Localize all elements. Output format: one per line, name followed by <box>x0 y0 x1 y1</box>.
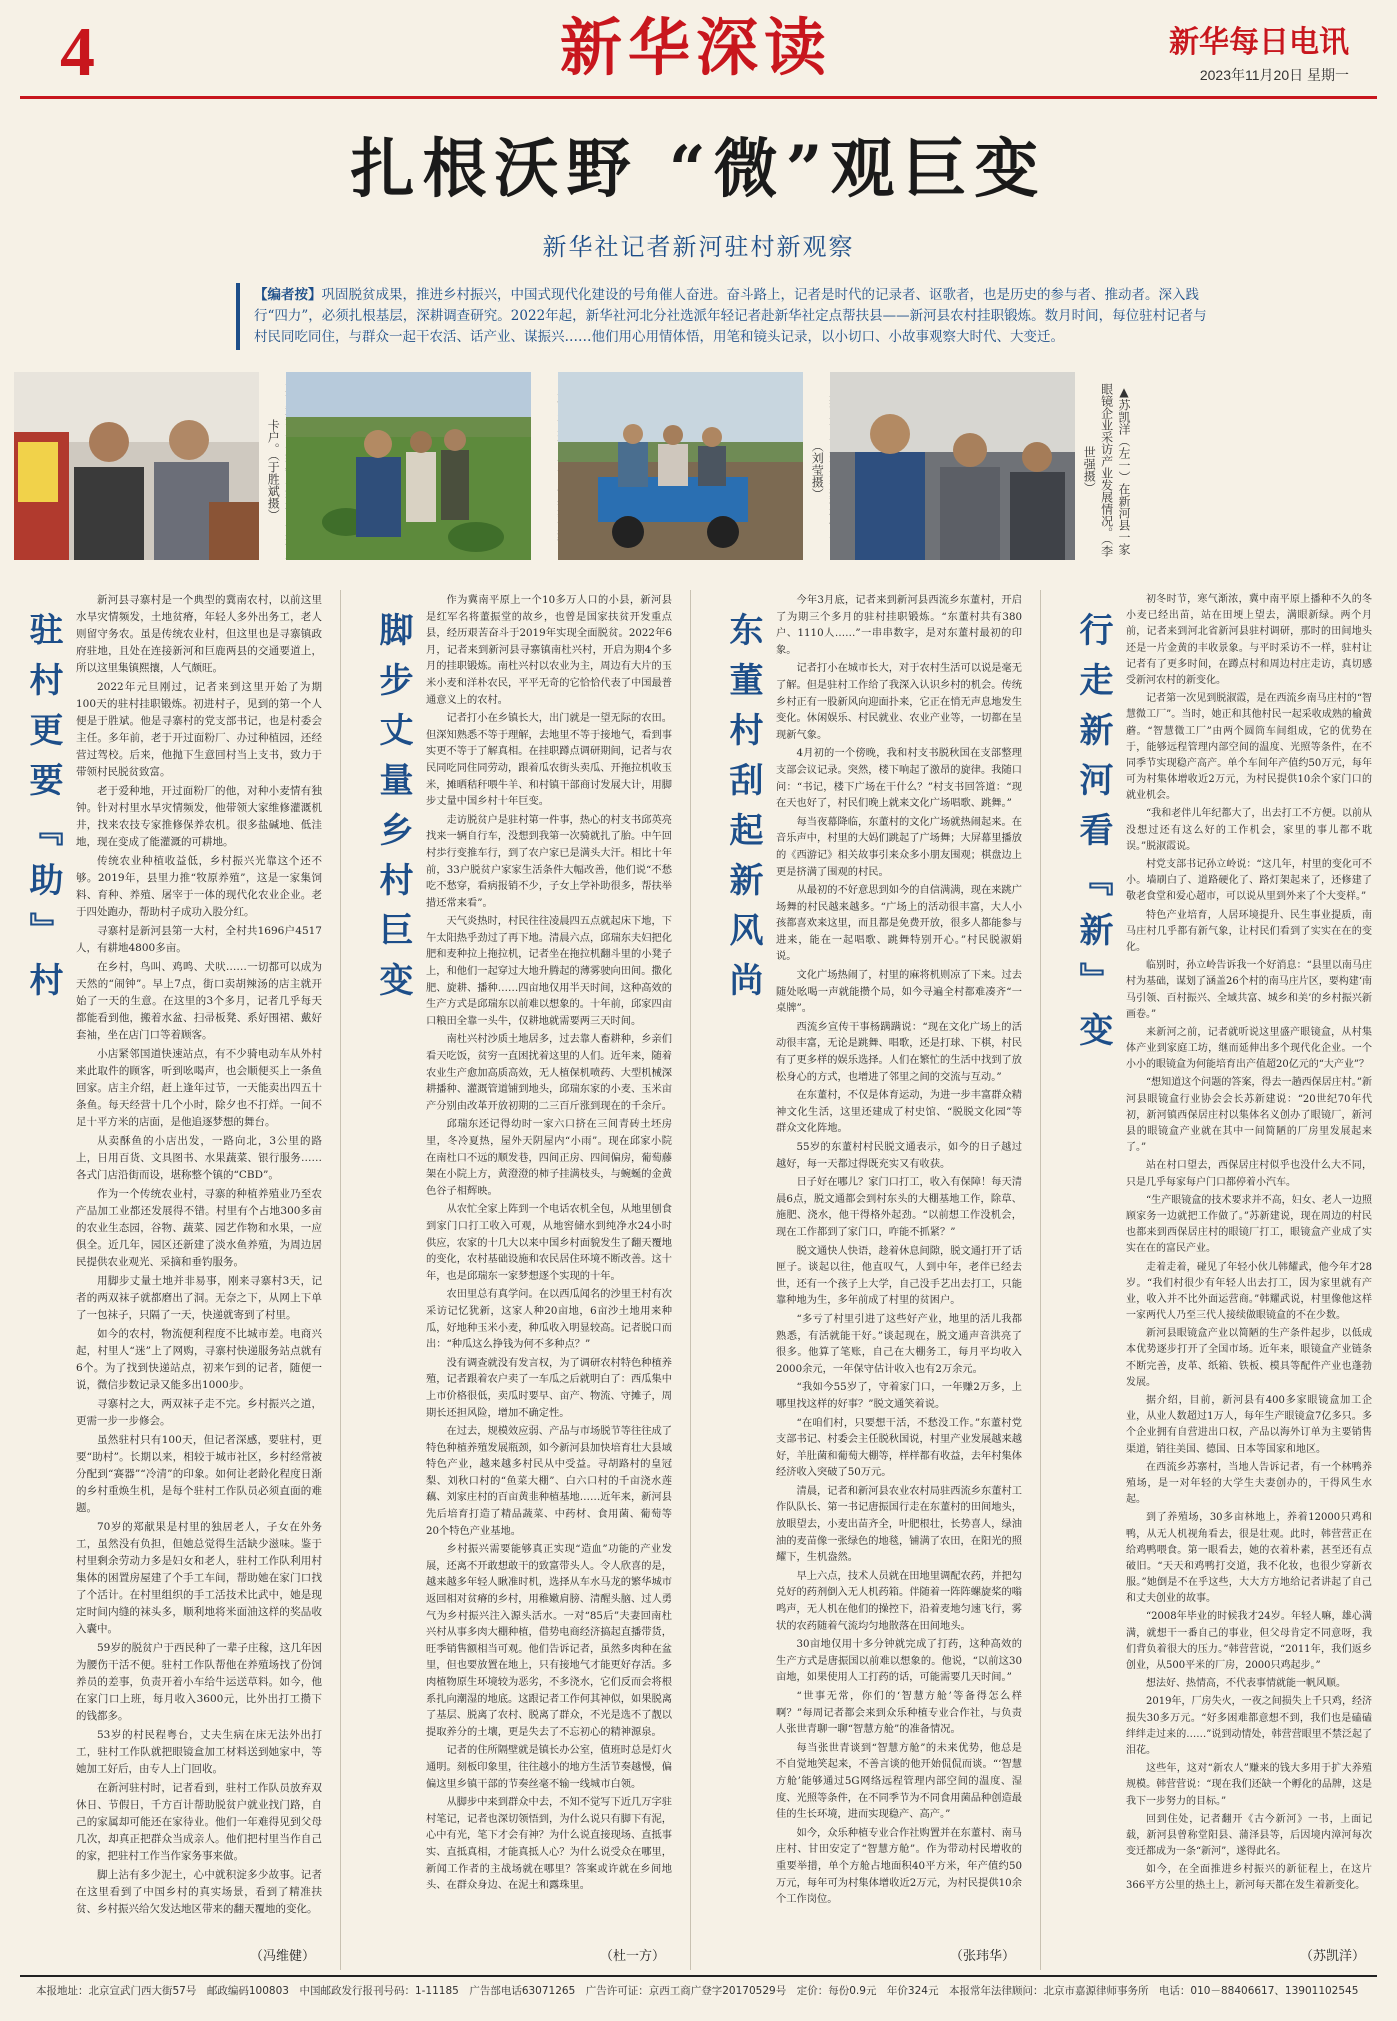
article-paragraph: 在东董村，不仅是体育运动，为进一步丰富群众精神文化生活，这里还建成了村史馆、“脱脱文化园”等群众文化阵地。 <box>776 1089 1022 1135</box>
article-paragraph: “我如今55岁了，守着家门口，一年赚2万多，上哪里找这样的好事？”脱文通笑着说。 <box>776 1381 1022 1410</box>
article-paragraph: 虽然驻村只有100天，但记者深感，要驻村，更要“助村”。长期以来，相较于城市社区，乡村经常被分配到“赛器”“冷清”的印象。如何让老龄化程度日渐的乡村重焕生机，是每个驻村工作队员必须直面的难题。 <box>76 1434 322 1514</box>
article-paragraph: 新河县寻寨村是一个典型的冀南农村，以前这里水旱灾情频发，土地贫瘠，年轻人多外出务工，老人则留守务农。虽是传统农业村，但这里也是寻寨镇政府驻地，且处在连接新河和巨鹿两县的交通要道上，所以这里集镇熙攘，人气颇旺。 <box>76 594 322 674</box>
article-paragraph: 每当张世青谈到“智慧方舱”的未来优势，他总是不自觉地笑起来，不善言谈的他开始侃侃而谈。“‘智慧方舱’能够通过5G网络远程管理内部空间的温度、湿度、光照等条件，在不同季节为不同食用菌品种创造最佳的生长环境，进而实现稳产、高产。” <box>776 1741 1022 1821</box>
article-paragraph: 传统农业种植收益低，乡村振兴光靠这个还不够。2019年，县里力推“牧原养殖”，这是一家集饲料、育种、养殖、屠宰于一体的现代化农业企业。老于四处跑办，帮助村子成功入股分红。 <box>76 855 322 918</box>
editor-note-label: 【编者按】 <box>254 287 322 303</box>
article-paragraph: 站在村口望去，西保居庄村似乎也没什么大不同，只是几乎每家每户门口都停着小汽车。 <box>1126 1160 1372 1188</box>
article-paragraph: 天气炎热时，村民往往凌晨四五点就起床下地，下午太阳热乎劲过了再下地。清晨六点，邱瑞东夫妇把化肥和麦种拉上拖拉机，记者坐在拖拉机翻斗里的小凳子上，和他们一起穿过大地升腾起的薄雾驶向田间。撒化肥、旋耕、播种……四亩地仅用半天时间，这种高效的生产方式是邱瑞东以前难以想象的。十年前，邱家四亩口粮田全靠一头牛，仅耕地就需要两三天时间。 <box>426 915 672 1027</box>
article-paragraph: 作为一个传统农业村，寻寨的种植养殖业乃至农产品加工业都还发展得不错。村里有个占地300多亩的农业生态园，谷物、蔬菜、园艺作物和水果，一应俱全。近几年，园区还新建了淡水鱼养殖，为周边居民提供农业观光、采摘和垂钓服务。 <box>76 1188 322 1268</box>
article-paragraph: 寻寨村之大，两双袜子走不完。乡村振兴之道，更需一步一步修会。 <box>76 1398 322 1427</box>
article-paragraph: 没有调查就没有发言权，为了调研农村特色种植养殖，记者跟着农户卖了一车瓜之后就明白了：西瓜集中上市价格很低，卖瓜时要早、亩产、物流、守摊子，周期长还担风险，增加不确定性。 <box>426 1356 672 1419</box>
article-paragraph: 如今的农村，物流便利程度不比城市差。电商兴起，村里人“迷”上了网购，寻寨村快递服务站点就有6个。为了找到快递站点，初来乍到的记者，随便一说，微信步数记录又能多出1000步。 <box>76 1328 322 1391</box>
article-paragraph: “多亏了村里引进了这些好产业，地里的活儿我都熟悉，有活就能干好。”谈起现在，脱文通声音洪亮了很多。他算了笔账，自己在大棚务工，每月平均收入2000余元，一年保守估计收入也有2万余元。 <box>776 1312 1022 1375</box>
article-3-body <box>776 592 1022 1910</box>
article-paragraph: 小店紧邻国道快速站点，有不少骑电动车从外村来此取件的顾客，听到吆喝声，也会顺便买上一条鱼回家。店主介绍，赶上逢年过节，一天能卖出四五十条鱼。每天经营十几个小时，除夕也不打烊。一间不足十平方米的店面，是他追逐梦想的舞台。 <box>76 1048 322 1128</box>
editor-note-text: 巩固脱贫成果，推进乡村振兴，中国式现代化建设的号角催人奋进。奋斗路上，记者是时代的记录者、讴歌者，也是历史的参与者、推动者。深入践行“四力”，必须扎根基层，深耕调查研究。2022年起，新华社河北分社选派年轻记者赴新华社定点帮扶县——新河县农村挂职锻炼。数月时间，每位驻村记者与村民同吃同住，与群众一起干农活、话产业、谋振兴……他们用心用情体悟，用笔和镜头记录，以小切口、小故事观察大时代、大变迁。 <box>254 287 1207 345</box>
article-paragraph: 59岁的脱贫户于西民种了一辈子庄稼，这几年因为腰伤干活不便。驻村工作队帮他在养殖场找了份饲养员的差事，负责开着小车给牛运送草料。如今，他在家门口上班，每月收入3600元，比外出打工攒下的钱都多。 <box>76 1642 322 1722</box>
article-paragraph: 清晨，记者和新河县农业农村局驻西流乡东董村工作队队长、第一书记唐振国行走在东董村的田间地头，放眼望去，小麦出苗齐全，叶肥根壮，长势喜人，绿油油的麦苗像一张绿色的地毯，铺满了农田，在阳光的照耀下，生机盎然。 <box>776 1484 1022 1564</box>
photo-4-caption: ▲苏凯洋（左一）在新河县一家眼镜企业采访产业发展情况。（李世强摄） <box>1082 383 1131 557</box>
issue-date: 2023年11月20日 星期一 <box>1199 67 1349 83</box>
article-paragraph: 这些年，这对“新农人”赚来的钱大多用于扩大养殖规模。韩营营说：“现在我们还缺一个孵化的品牌，这是我下一步努力的目标。” <box>1126 1763 1372 1807</box>
photo-1 <box>14 372 259 560</box>
article-2-headline: 脚步丈量乡村巨变 <box>373 612 413 1012</box>
article-paragraph: “生产眼镜盒的技术要求并不高，妇女、老人一边照顾家务一边就把工作做了。”苏新建说，现在周边的村民也都来到西保居庄村的眼镜厂打工，眼镜盒产业成了实实在在的富民产业。 <box>1126 1194 1372 1255</box>
photo-3-caption: （刘莹摄） <box>810 440 825 500</box>
article-paragraph: 新河县眼镜盒产业以简陋的生产条件起步，以低成本优势逐步打开了全国市场。近年来，眼镜盒产业链条不断完善，皮革、纸箱、铁板、模具等配件产业也蓬勃发展。 <box>1126 1328 1372 1388</box>
photo-1-image <box>14 372 259 560</box>
article-paragraph: 回到住处，记者翻开《古今新河》一书，上面记载，新河县曾称堂阳县、蒲泽县等，后因境内漳河每次变迁都成为一条“新河”，遂得此名。 <box>1126 1813 1372 1858</box>
article-4-headline: 行走新河看『新』变 <box>1073 612 1113 1062</box>
article-paragraph: 在西流乡苏寨村，当地人告诉记者，有一个林鸭养殖场，是一对年轻的大学生夫妻创办的，干得风生水起。 <box>1126 1461 1372 1506</box>
article-paragraph: 西流乡宣传干事杨蹒蹒说：“现在文化广场上的活动很丰富，无论是跳舞、唱歌，还是打球、下棋，村民有了更多样的娱乐选择。人们在繁忙的生活中找到了放松身心的方式，也增进了邻里之间的交流与互动。” <box>776 1020 1022 1083</box>
article-paragraph: 记者的住所隔壁就是镇长办公室，值班时总是灯火通明。刻板印象里，往往越小的地方生活节奏越慢，偏偏这里乡镇干部的节奏丝毫不输一线城市白领。 <box>426 1744 672 1790</box>
article-paragraph: “2008年毕业的时候我才24岁。年轻人嘛，雄心满满，就想干一番自己的事业，但父母肯定不同意呀，我们背负着很大的压力。”韩营营说，“2011年，我们返乡创业，从500平米的厂房，2000只鸡起步。” <box>1126 1611 1372 1671</box>
article-1-headline: 驻村更要『助』村 <box>23 612 63 1012</box>
article-paragraph: 从卖酥鱼的小店出发，一路向北，3公里的路上，日用百货、文具图书、水果蔬菜、银行服务……各式门店沿街而设，堪称整个镇的“CBD”。 <box>76 1135 322 1181</box>
subheadline: 新华社记者新河驻村新观察 <box>542 233 855 261</box>
article-paragraph: 老于爱种地，开过面粉厂的他，对种小麦情有独钟。针对村里水旱灾情频发，他带领大家维修灌溉机井，找来农技专家推修保养农机。很多盐碱地、低洼地，现在变成了能灌溉的可耕地。 <box>76 785 322 848</box>
article-paragraph: 日子好在哪儿？家门口打工，收入有保障！每天清晨6点，脱文通都会到村东头的大棚基地工作，除草、施肥、浇水，他干得格外起劲。“以前想工作没机会，现在工作都到了家门口，咋能不抓紧？” <box>776 1176 1022 1238</box>
article-paragraph: 临别时，孙立岭告诉我一个好消息：“县里以南马庄村为基础，谋划了涵盖26个村的南马庄片区，要构建‘南马引领、百村振兴、全域共富、城乡和美’的乡村振兴新画卷。” <box>1126 960 1372 1020</box>
article-3-author: （张玮华） <box>950 1949 1016 1964</box>
article-3-headline: 东董村刮起新风尚 <box>723 612 763 1012</box>
article-1-body <box>76 592 322 1920</box>
article-paragraph: 农田里总有真学问。在以西瓜闻名的沙里王村有次采访记忆犹新，这家人种20亩地，6亩沙土地用来种瓜，好地种玉米小麦，种瓜收入明显较高。记者脱口而出：“种瓜这么挣钱为何不多种点？” <box>426 1288 672 1351</box>
article-paragraph: 早上六点，技术人员就在田地里调配农药，并把勾兑好的药剂倒入无人机药箱。伴随着一阵阵螺旋桨的嗡鸣声，无人机在他们的操控下，沿着麦地匀速飞行，雾状的农药随着气流均匀地散落在田间地头。 <box>776 1569 1022 1632</box>
footer-info: 本报地址：北京宣武门西大街57号 邮政编码100803 中国邮政发行报刊号码：1-11185 广告部电话63071265 广告许可证：京西工商广登字20170529号 定价：每份0.9元 年价324元 本报常年法律顾问：北京市嘉源律师事务所 电话：010－88406617、13901102545 <box>36 1985 1359 1997</box>
article-paragraph: 脚上沾有多少泥土，心中就积淀多少故事。记者在这里看到了中国乡村的真实场景，看到了精准扶贫、乡村振兴给欠发达地区带来的翻天覆地的变化。 <box>76 1869 322 1915</box>
article-paragraph: “在咱们村，只要想干活，不愁没工作。”东董村党支部书记、村委会主任脱秋国说，村里产业发展越来越好，羊肚菌和葡萄大棚等，样样都有收益，去年村集体经济收入突破了50万元。 <box>776 1416 1022 1479</box>
article-paragraph: 初冬时节，寒气渐浓，冀中南平原上播种不久的冬小麦已经出苗，站在田埂上望去，满眼新绿。两个月前，记者来到河北省新河县驻村调研，那时的田间地头还是一片金黄的丰收景象。与平时采访不一样，驻村让记者有了更多时间，在蹲点村和周边村庄走访，真切感受新河农村的新变化。 <box>1126 594 1372 686</box>
article-2-body <box>426 592 672 1896</box>
article-paragraph: 脱文通快人快语，趁着休息间隙，脱文通打开了话匣子。谈起以往，他直叹气，人到中年，老伴已经去世，还有一个孩子上大学，自己没手艺出去打工，只能靠种地为生，多年前成了村里的贫困户。 <box>776 1244 1022 1307</box>
article-paragraph: 如今，众乐种植专业合作社购置并在东董村、南马庄村、甘田安定了“智慧方舱”。作为带动村民增收的重要举措，单个方舱占地面积40平方米，年产值约50万元，每年可为村集体增收近2万元，为村民提供10余个工作岗位。 <box>776 1826 1022 1906</box>
photo-4-image <box>830 372 1075 560</box>
newspaper-brand: 新华每日电讯 <box>1169 26 1349 59</box>
article-paragraph: 邱瑞东还记得幼时一家六口挤在三间青砖土坯房里，冬冷夏热，屋外天阴屋内“小雨”。现在邱家小院在南杜口不远的顺发巷，四间正房、四间偏房，葡萄藤架在小院上方，黄澄澄的柿子挂满枝头，与蜿蜒的金黄色谷子相辉映。 <box>426 1118 672 1197</box>
article-paragraph: 2019年，厂房失火，一夜之间损失上千只鸡，经济损失30多万元。“好多困难都意想不到，我们也是磕磕绊绊走过来的……”说到动情处，韩营营眼里不禁泛起了泪花。 <box>1126 1696 1372 1756</box>
photo-4 <box>830 372 1075 560</box>
article-paragraph: “我和老伴儿年纪都大了，出去打工不方便。以前从没想过还有这么好的工作机会，家里的事儿都不耽误。”脱淑霞说。 <box>1126 808 1372 852</box>
column-divider <box>1040 590 1041 1970</box>
article-paragraph: 在乡村，鸟叫、鸡鸣、犬吠……一切都可以成为天然的“闹钟”。早上7点，街口卖胡辣汤的店主就开始了一天的生意。在这里的3个多月，记者几乎每天都能看到他，搬着水盆、扫帚板凳、系好围裙、戴好套袖，坐在店门口等着顾客。 <box>76 961 322 1041</box>
article-paragraph: 记者第一次见到脱淑霞，是在西流乡南马庄村的“智慧微工厂”。当时，她正和其他村民一起采收成熟的榆黄蘑。“智慧微工厂”由两个圆筒车间组成，它的优势在于，能够远程管理内部空间的温度、光照等条件，在不同季节实现稳产高产。单个车间年产值约50万元，每年可为村集体增收近2万元，为村民提供10余个家门口的就业机会。 <box>1126 693 1372 802</box>
section-title: 新华深读 <box>560 15 833 83</box>
editor-note <box>236 283 1214 350</box>
header-rule <box>20 96 1377 99</box>
photo-3-image <box>558 372 803 560</box>
article-4-body <box>1126 592 1372 1897</box>
article-paragraph: 记者打小在城市长大，对于农村生活可以说是毫无了解。但是驻村工作给了我深入认识乡村的机会。传统乡村正有一股新风向迎面扑来，它正在悄无声息地发生变化。休闲娱乐、村民就业、农业产业等，一切都在呈现新气象。 <box>776 662 1022 741</box>
photo-3 <box>558 372 803 560</box>
article-paragraph: 走着走着，碰见了年轻小伙儿韩耀武，他今年才28岁。“我们村很少有年轻人出去打工，因为家里就有产业，收入并不比外面运营商。”韩耀武说，村里像他这样一家两代人乃至三代人接续做眼镜盒的不在少数。 <box>1126 1261 1372 1322</box>
article-paragraph: 从脚步中来到群众中去，不知不觉写下近几万字驻村笔记，记者也深切领悟到，为什么说只有脚下有泥，心中有光，笔下才会有神？为什么说直接现场、直抵事实、直抵真相，才能真抵人心？为什么说受众在哪里，新闻工作者的主战场就在哪里？答案或许就在乡间地头、在群众身边、在泥土和露珠里。 <box>426 1796 672 1892</box>
footer-rule <box>20 1975 1377 1977</box>
headline: 扎根沃野 “微”观巨变 <box>350 132 1047 207</box>
article-paragraph: 如今，在全面推进乡村振兴的新征程上，在这片366平方公里的热土上，新河每天都在发生着新变化。 <box>1126 1864 1372 1892</box>
article-paragraph: 据介绍，目前，新河县有400多家眼镜盒加工企业，从业人数超过1万人，每年生产眼镜盒7亿多只。多个企业拥有自营进出口权，产品以海外订单为主要销售渠道，销往美国、德国、日本等国家和地区。 <box>1126 1395 1372 1455</box>
article-paragraph: 在新河驻村时，记者看到，驻村工作队员放弃双休日、节假日，千方百计帮助脱贫户就业找门路，自己的家属却可能还在家待业。他们一年难得见到父母几次，却真正把群众当成亲人。他们把村里当作自己的家，把驻村工作当作家务事来做。 <box>76 1782 322 1862</box>
article-paragraph: 70岁的郑献果是村里的独居老人，子女在外务工，虽然没有负担，但她总觉得生活缺少滋味。鉴于村里剩余劳动力多是妇女和老人，驻村工作队利用村集体的困置房屋建了个手工车间，帮助她在家门口找了个活计。在村里组织的手工活技术比武中，她是现定时间内缝的袜头多，顺利地将米面油这样的奖品收入囊中。 <box>76 1521 322 1635</box>
article-paragraph: 南杜兴村沙质土地居多，过去靠人畜耕种，乡亲们看天吃饭，贫穷一直困扰着这里的人们。近年来，随着农业生产愈加高质高效，无人植保机喷药、大型机械深耕播种、灌溉管道铺到地头，邱瑞东家的小麦、玉米亩产分别由改革开放初期的二三百斤涨到现在的千余斤。 <box>426 1033 672 1112</box>
article-paragraph: 特色产业培育，人居环境提升、民生事业提质，南马庄村几乎都有新气象，让村民们看到了实实在在的变化。 <box>1126 909 1372 953</box>
article-paragraph: “世事无常，你们的‘智慧方舱’等备得怎么样啊？”每周记者都会来到众乐种植专业合作社，与负责人张世青聊一聊“智慧方舱”的准备情况。 <box>776 1690 1022 1736</box>
article-paragraph: 乡村振兴需要能够真正实现“造血”功能的产业发展，还离不开敢想敢干的致富带头人。令人欣喜的是，越来越多年轻人瞅准时机，选择从车水马龙的繁华城市返回相对贫瘠的乡村，用稚嫩肩膀、清醒头脑、过人勇气为乡村振兴注入源头活水。一对“85后”夫妻回南杜兴村从事多肉大棚种植，借势电商经济搞起直播带货，旺季销售额相当可观。他们告诉记者，虽然多肉种在盆里，但也要放置在地上，只有接地气才能更好存活。多肉植物原生环境较为恶劣，不多浇水，它们反而会将根系扎向潮湿的地底。这跟记者工作何其神似，如果脱离了基层、脱离了农村、脱离了群众，不光是选不了靓以提取养分的土壤，更是失去了不忘初心的精神源泉。 <box>426 1543 672 1738</box>
masthead <box>0 0 1397 100</box>
article-4-author: （苏凯洋） <box>1300 1949 1366 1964</box>
article-paragraph: 想法好、热情高，不代表事情就能一帆风顺。 <box>1146 1678 1346 1690</box>
article-paragraph: 4月初的一个傍晚，我和村支书脱秋国在支部整理支部会议记录。突然，楼下响起了激昂的旋律。我随口问：“书记，楼下广场在干什么？”村支书回答道：“现在天也好了，村民们晚上就来文化广场唱歌、跳舞。” <box>776 747 1022 810</box>
article-paragraph: 30亩地仅用十多分钟就完成了打药，这种高效的生产方式是唐振国以前难以想象的。他说，“以前这30亩地，如果使用人工打药的话，可能需要几天时间。” <box>776 1638 1022 1684</box>
article-paragraph: 在过去，规模效应弱、产品与市场脱节等往往成了特色种植养殖发展瓶颈，如今新河县加快培育壮大县域特色产业，越来越多村民从中受益。寻胡路村的皇冠梨、刘秋口村的“鱼菜大棚”、白六口村的千亩浇水莲藕、刘家庄村的百亩黄韭种植基地……近年来，新河县先后培育打造了精品蔬菜、中药材、食用菌、葡萄等20个特色产业基地。 <box>426 1425 672 1537</box>
article-paragraph: 从农忙全家上阵到一个电话农机全包，从地里刨食到家门口打工收入可观，从地窖储水到纯净水24小时供应，农家的十几大以来中国乡村面貌发生了翻天覆地的变化，农村基础设施和农民居住环境不断改善。这十年，也是邱瑞东一家梦想逐个实现的十年。 <box>426 1203 672 1282</box>
article-paragraph: 走访脱贫户是驻村第一件事，热心的村支书邱英亮找来一辆自行车，没想到我第一次骑就扎了胎。中午回村歩行变推车行，到了农户家已是满头大汗。相比十年前，33户脱贫户家家生活条件大幅改善，他们说“不愁吃不愁穿，看病报销不少，子女上学补助很多，帮扶举措还常来看”。 <box>426 813 672 909</box>
article-2-author: （杜一方） <box>600 1949 666 1964</box>
column-divider <box>690 590 691 1970</box>
article-paragraph: 作为冀南平原上一个10多万人口的小县，新河县是红军名将董振堂的故乡，也曾是国家扶贫开发重点县，经历艰苦奋斗于2019年实现全面脱贫。2022年6月，记者来到新河县寻寨镇南杜兴村，开启为期4个多月的挂职锻炼。南杜兴村以农业为主，周边有大片的玉米小麦和洋朴农民，平平无奇的它恰恰代表了中国最普通意义上的农村。 <box>426 594 672 706</box>
article-paragraph: 用脚步丈量土地并非易事，刚来寻寨村3天，记者的两双袜子就都磨出了洞。无奈之下，从网上下单了一包袜子，只隔了一天，快递就寄到了村里。 <box>76 1275 322 1321</box>
photo-2-image <box>286 372 531 560</box>
article-paragraph: 每当夜幕降临，东董村的文化广场就热闹起来。在音乐声中，村里的大妈们跳起了广场舞；大屏幕里播放的《西游记》相关故事引来众多小朋友围观；棋盘边上更是挤满了围观的村民。 <box>776 815 1022 878</box>
article-paragraph: 来新河之前，记者就听说这里盛产眼镜盒，从村集体产业到家庭工坊，继而延伸出多个现代化企业。一个小小的眼镜盒为何能培育出产值超20亿元的“大产业”？ <box>1126 1026 1372 1071</box>
article-paragraph: 今年3月底，记者来到新河县西流乡东董村，开启了为期三个多月的驻村挂职锻炼。“东董村共有380户、1110人……”一串串数字，是对东董村最初的印象。 <box>776 594 1022 656</box>
article-paragraph: 记者打小在乡镇长大，出门就是一望无际的农田。但深知熟悉不等于理解，去地里不等于接地气，看到事实更不等于了解真相。在挂职蹲点调研期间，记者与农民同吃同住同劳动，跟着瓜农街头卖瓜、开拖拉机收玉米，摊晒秸秆喂牛羊、和村镇干部商讨发展大计，用脚步丈量中国乡村十年巨变。 <box>426 712 672 808</box>
photo-2 <box>286 372 531 560</box>
article-paragraph: 55岁的东董村村民脱文通表示，如今的日子越过越好，每一天都过得既充实又有收获。 <box>776 1141 1022 1170</box>
article-1-author: （冯维健） <box>250 1949 316 1964</box>
article-paragraph: 寻寨村是新河县第一大村，全村共1696户4517人，有耕地4800多亩。 <box>76 925 322 954</box>
page-number: 4 <box>60 14 95 91</box>
article-paragraph: 53岁的村民程粤台，丈夫生病在床无法外出打工，驻村工作队就把眼镜盒加工材料送到她家中，等她加工好后，由专人上门回收。 <box>76 1729 322 1775</box>
article-paragraph: “想知道这个问题的答案，得去一趟西保居庄村。”新河县眼镜盒行业协会会长苏新建说：“20世纪70年代初，新河镇西保居庄村以集体名义创办了眼镜厂，新河县的眼镜盒产业就在其中一间简陋的厂房里发展起来了。” <box>1126 1077 1372 1154</box>
photo-1-caption: 卡户。（于胜斌摄） <box>266 419 281 521</box>
article-paragraph: 文化广场热闹了，村里的麻将机则凉了下来。过去随处吆喝一声就能攒个局，如今寻遍全村都难凑齐“一桌牌”。 <box>776 969 1022 1015</box>
article-paragraph: 村党支部书记孙立岭说：“这几年，村里的变化可不小。墙刷白了、道路硬化了、路灯架起来了，还修建了敬老食堂和爱心超市，可以说从里到外来了个大变样。” <box>1126 859 1372 903</box>
article-paragraph: 2022年元旦刚过，记者来到这里开始了为期100天的驻村挂职锻炼。初进村子，见到的第一个人便是于胜斌。他是寻寨村的党支部书记，也是村委会主任。多年前，老于开过面粉厂、办过种植园，还经营过驾校。后来，他抛下生意回村当上支书，致力于带领村民脱贫致富。 <box>76 681 322 778</box>
article-paragraph: 从最初的不好意思到如今的自信满满，现在来跳广场舞的村民越来越多。“广场上的活动很丰富，大人小孩都喜欢来这里，而且都是免费开放，很多人都能参与进来，能在一起唱歌、跳舞特别开心。”村民脱淑娟说。 <box>776 884 1022 963</box>
article-paragraph: 到了养殖场，30多亩林地上，养着12000只鸡和鸭，从无人机视角看去，很是壮观。此时，韩营营正在给鸡鸭喂食。第一眼看去，她的衣着朴素，甚至还有点破旧。“天天和鸡鸭打交道，我不化妆，也很少穿新衣服。”她倒是不在乎这些，大大方方地给记者讲起了自己和丈夫创业的故事。 <box>1126 1512 1372 1605</box>
column-divider <box>340 590 341 1970</box>
